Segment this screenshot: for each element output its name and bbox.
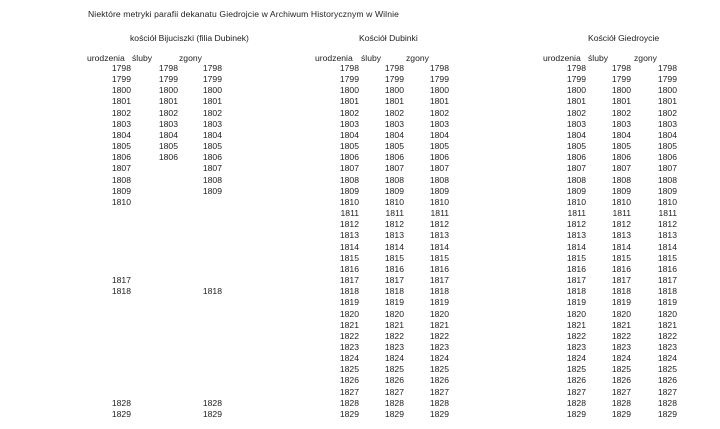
year-cell-deaths: 1828 [657,397,677,408]
year-cell-births: 1815 [339,252,359,263]
year-cell-deaths: 1814 [657,241,677,252]
year-cell-births: 1805 [339,141,359,152]
year-cell-births: 1812 [566,219,586,230]
year-cell-births: 1817 [111,275,131,286]
year-cell-births: 1799 [111,74,131,85]
year-cell-births: 1808 [566,174,586,185]
year-cell-births: 1799 [566,74,586,85]
year-cell-births: 1823 [566,342,586,352]
year-cell-deaths: 1812 [657,219,677,230]
year-cell-deaths: 1820 [657,308,677,319]
year-cell-births: 1828 [566,397,586,408]
year-cell-deaths: 1805 [657,141,677,152]
year-cell-births: 1826 [339,375,359,386]
year-cell-births: 1814 [566,241,586,252]
year-cell-deaths: 1808 [202,174,222,185]
church-title-giedroycie: Kościół Giedroycie [588,33,660,43]
year-cell-marriages: 1827 [611,386,631,397]
year-cell-marriages: 1806 [611,152,631,163]
year-cell-marriages: 1821 [611,319,631,330]
year-cell-deaths: 1799 [429,74,449,85]
year-cell-marriages: 1806 [384,152,404,163]
year-cell-births: 1801 [339,96,359,107]
year-cell-births: 1814 [339,241,359,252]
year-cell-deaths: 1825 [429,364,449,375]
header-deaths: zgony [406,53,429,63]
year-cell-births: 1810 [339,196,359,207]
year-cell-births: 1808 [111,174,131,185]
year-cell-births: 1816 [566,263,586,274]
year-cell-deaths: 1807 [657,163,677,174]
year-cell-births: 1804 [339,129,359,140]
year-cell-deaths: 1806 [657,152,677,163]
year-cell-births: 1803 [566,118,586,129]
header-births: urodzenia [315,53,353,63]
year-cell-deaths: 1809 [429,185,449,196]
year-cell-deaths: 1828 [202,397,222,408]
year-cell-marriages: 1806 [158,152,178,163]
year-cell-deaths: 1802 [202,107,222,118]
year-cell-births: 1826 [566,375,586,386]
year-cell-deaths: 1803 [657,118,677,129]
year-cell-deaths: 1800 [657,85,677,96]
year-cell-births: 1809 [566,185,586,196]
year-cell-deaths: 1817 [429,275,449,286]
year-cell-marriages: 1818 [611,286,631,297]
year-cell-marriages: 1803 [158,118,178,129]
year-cell-births: 1827 [566,386,586,397]
year-cell-marriages: 1803 [384,118,404,129]
year-cell-births: 1821 [566,319,586,330]
year-cell-deaths: 1829 [202,408,222,419]
year-cell-deaths: 1805 [202,141,222,152]
year-cell-marriages: 1805 [611,141,631,152]
year-cell-marriages: 1818 [384,286,404,297]
header-marriages: śluby [361,53,382,63]
year-cell-marriages: 1817 [384,275,404,286]
year-cell-deaths: 1814 [429,241,449,252]
year-cell-deaths: 1825 [657,364,677,375]
year-cell-births: 1798 [339,63,359,73]
year-cell-deaths: 1809 [202,185,222,196]
year-cell-deaths: 1806 [429,152,449,163]
year-cell-marriages: 1825 [611,364,631,375]
document-title: Niektóre metryki parafii dekanatu Giedrojcie w Archiwum Historycznym w Wilnie [88,9,399,19]
year-cell-births: 1803 [339,118,359,129]
year-cell-deaths: 1798 [657,63,677,73]
year-cell-marriages: 1829 [611,408,631,419]
header-deaths: zgony [634,53,657,63]
year-cell-deaths: 1813 [429,230,449,241]
year-cell-births: 1798 [566,63,586,73]
year-cell-marriages: 1798 [611,63,631,73]
year-cell-deaths: 1799 [657,74,677,85]
year-cell-births: 1827 [339,386,359,397]
header-births: urodzenia [87,53,125,63]
year-cell-deaths: 1807 [202,163,222,174]
year-cell-births: 1817 [339,275,359,286]
year-cell-marriages: 1811 [385,208,404,219]
church-title-bijuciszki: kościół Bijuciszki (filia Dubinek) [130,33,249,43]
year-cell-marriages: 1800 [611,85,631,96]
year-cell-marriages: 1807 [384,163,404,174]
year-cell-deaths: 1799 [202,74,222,85]
year-cell-deaths: 1807 [429,163,449,174]
year-cell-marriages: 1828 [611,397,631,408]
year-cell-deaths: 1803 [202,118,222,129]
year-cell-births: 1813 [566,230,586,241]
year-cell-deaths: 1826 [429,375,449,386]
year-cell-births: 1821 [339,319,359,330]
year-cell-deaths: 1824 [429,353,449,364]
year-cell-marriages: 1822 [611,330,631,341]
year-cell-deaths: 1804 [202,129,222,140]
year-cell-marriages: 1813 [384,230,404,241]
year-cell-marriages: 1816 [611,263,631,274]
year-cell-deaths: 1798 [202,63,222,73]
year-cell-births: 1810 [566,196,586,207]
year-cell-marriages: 1814 [384,241,404,252]
year-cell-marriages: 1809 [384,185,404,196]
year-cell-births: 1802 [111,107,131,118]
year-cell-deaths: 1804 [429,129,449,140]
year-cell-deaths: 1801 [657,96,677,107]
year-cell-births: 1822 [566,330,586,341]
year-cell-marriages: 1816 [384,263,404,274]
year-cell-deaths: 1822 [657,330,677,341]
year-cell-deaths: 1815 [657,252,677,263]
year-cell-births: 1801 [111,96,131,107]
year-cell-births: 1799 [339,74,359,85]
year-cell-marriages: 1811 [612,208,631,219]
year-cell-births: 1804 [111,129,131,140]
year-cell-deaths: 1808 [657,174,677,185]
year-cell-marriages: 1799 [384,74,404,85]
year-cell-deaths: 1801 [202,96,222,107]
year-cell-deaths: 1815 [429,252,449,263]
year-cell-deaths: 1821 [657,319,677,330]
year-cell-births: 1820 [566,308,586,319]
year-cell-marriages: 1799 [611,74,631,85]
year-cell-marriages: 1820 [611,308,631,319]
year-cell-deaths: 1816 [657,263,677,274]
year-cell-deaths: 1818 [429,286,449,297]
year-cell-births: 1818 [339,286,359,297]
year-cell-deaths: 1810 [429,196,449,207]
year-cell-marriages: 1815 [611,252,631,263]
year-cell-births: 1805 [111,141,131,152]
year-cell-deaths: 1801 [429,96,449,107]
year-cell-marriages: 1808 [611,174,631,185]
year-cell-deaths: 1823 [429,342,449,352]
year-cell-marriages: 1825 [384,364,404,375]
year-cell-marriages: 1828 [384,397,404,408]
year-cell-deaths: 1820 [429,308,449,319]
year-cell-deaths: 1829 [657,408,677,419]
year-cell-marriages: 1809 [611,185,631,196]
year-cell-births: 1828 [339,397,359,408]
year-cell-marriages: 1804 [158,129,178,140]
year-cell-marriages: 1810 [384,196,404,207]
year-cell-marriages: 1802 [158,107,178,118]
year-cell-marriages: 1817 [611,275,631,286]
year-cell-marriages: 1824 [611,353,631,364]
year-cell-births: 1803 [111,118,131,129]
year-cell-births: 1824 [566,353,586,364]
year-cell-marriages: 1801 [611,96,631,107]
year-cell-marriages: 1829 [384,408,404,419]
year-cell-births: 1819 [339,297,359,308]
year-cell-deaths: 1827 [429,386,449,397]
year-cell-births: 1801 [566,96,586,107]
year-cell-deaths: 1805 [429,141,449,152]
year-cell-deaths: 1808 [429,174,449,185]
year-cell-births: 1804 [566,129,586,140]
header-marriages: śluby [588,53,609,63]
year-cell-marriages: 1798 [384,63,404,73]
year-cell-marriages: 1827 [384,386,404,397]
year-cell-deaths: 1827 [657,386,677,397]
year-cell-births: 1806 [566,152,586,163]
year-cell-deaths: 1811 [658,208,677,219]
year-cell-births: 1806 [111,152,131,163]
year-cell-births: 1806 [339,152,359,163]
header-deaths: zgony [179,53,202,63]
year-cell-births: 1807 [339,163,359,174]
year-cell-births: 1808 [339,174,359,185]
year-cell-births: 1829 [111,408,131,419]
year-cell-deaths: 1818 [657,286,677,297]
year-cell-marriages: 1804 [611,129,631,140]
year-cell-births: 1822 [339,330,359,341]
year-cell-marriages: 1802 [384,107,404,118]
year-cell-deaths: 1816 [429,263,449,274]
year-cell-births: 1825 [566,364,586,375]
year-cell-marriages: 1824 [384,353,404,364]
year-cell-births: 1818 [566,286,586,297]
year-cell-deaths: 1802 [657,107,677,118]
year-cell-deaths: 1810 [657,196,677,207]
year-cell-marriages: 1812 [611,219,631,230]
year-cell-births: 1800 [566,85,586,96]
year-cell-deaths: 1802 [429,107,449,118]
year-cell-births: 1802 [566,107,586,118]
year-cell-deaths: 1804 [657,129,677,140]
year-cell-births: 1829 [339,408,359,419]
year-cell-births: 1819 [566,297,586,308]
year-cell-births: 1823 [339,342,359,352]
year-cell-deaths: 1798 [429,63,449,73]
year-cell-marriages: 1799 [158,74,178,85]
year-cell-marriages: 1815 [384,252,404,263]
year-cell-deaths: 1803 [429,118,449,129]
year-cell-marriages: 1812 [384,219,404,230]
year-cell-deaths: 1828 [429,397,449,408]
year-cell-marriages: 1810 [611,196,631,207]
year-cell-marriages: 1801 [158,96,178,107]
year-cell-marriages: 1821 [384,319,404,330]
year-cell-marriages: 1805 [384,141,404,152]
church-title-dubinki: Kościół Dubinki [359,33,418,43]
year-cell-births: 1809 [339,185,359,196]
year-cell-births: 1820 [339,308,359,319]
year-cell-deaths: 1811 [430,208,449,219]
year-cell-marriages: 1826 [384,375,404,386]
year-cell-marriages: 1823 [611,342,631,352]
header-marriages: śluby [132,53,153,63]
year-cell-births: 1817 [566,275,586,286]
year-cell-deaths: 1829 [429,408,449,419]
year-cell-births: 1798 [111,63,131,73]
year-cell-marriages: 1804 [384,129,404,140]
year-cell-deaths: 1819 [429,297,449,308]
year-cell-marriages: 1807 [611,163,631,174]
year-cell-marriages: 1813 [611,230,631,241]
year-cell-deaths: 1818 [202,286,222,297]
year-cell-marriages: 1798 [158,63,178,73]
year-cell-deaths: 1821 [429,319,449,330]
year-cell-deaths: 1826 [657,375,677,386]
year-cell-births: 1800 [339,85,359,96]
year-cell-births: 1807 [111,163,131,174]
year-cell-births: 1800 [111,85,131,96]
year-cell-deaths: 1817 [657,275,677,286]
year-cell-marriages: 1819 [384,297,404,308]
year-cell-births: 1810 [111,196,131,207]
year-cell-births: 1816 [339,263,359,274]
year-cell-births: 1813 [339,230,359,241]
year-cell-marriages: 1800 [384,85,404,96]
year-cell-deaths: 1823 [657,342,677,352]
year-cell-deaths: 1813 [657,230,677,241]
year-cell-marriages: 1814 [611,241,631,252]
year-cell-births: 1828 [111,397,131,408]
year-cell-deaths: 1819 [657,297,677,308]
year-cell-births: 1815 [566,252,586,263]
year-cell-births: 1811 [567,208,586,219]
year-cell-marriages: 1819 [611,297,631,308]
year-cell-births: 1811 [340,208,359,219]
year-cell-births: 1807 [566,163,586,174]
year-cell-births: 1829 [566,408,586,419]
year-cell-marriages: 1802 [611,107,631,118]
year-cell-marriages: 1808 [384,174,404,185]
year-cell-marriages: 1820 [384,308,404,319]
year-cell-deaths: 1800 [202,85,222,96]
year-cell-marriages: 1823 [384,342,404,352]
year-cell-deaths: 1809 [657,185,677,196]
year-cell-deaths: 1800 [429,85,449,96]
year-cell-marriages: 1826 [611,375,631,386]
year-cell-marriages: 1801 [384,96,404,107]
year-cell-marriages: 1805 [158,141,178,152]
year-cell-marriages: 1822 [384,330,404,341]
header-births: urodzenia [543,53,581,63]
year-cell-births: 1825 [339,364,359,375]
year-cell-deaths: 1822 [429,330,449,341]
year-cell-marriages: 1800 [158,85,178,96]
year-cell-births: 1805 [566,141,586,152]
year-cell-births: 1809 [111,185,131,196]
year-cell-births: 1812 [339,219,359,230]
year-cell-deaths: 1812 [429,219,449,230]
year-cell-marriages: 1803 [611,118,631,129]
year-cell-births: 1802 [339,107,359,118]
year-cell-births: 1824 [339,353,359,364]
year-cell-deaths: 1824 [657,353,677,364]
year-cell-deaths: 1806 [202,152,222,163]
year-cell-births: 1818 [111,286,131,297]
